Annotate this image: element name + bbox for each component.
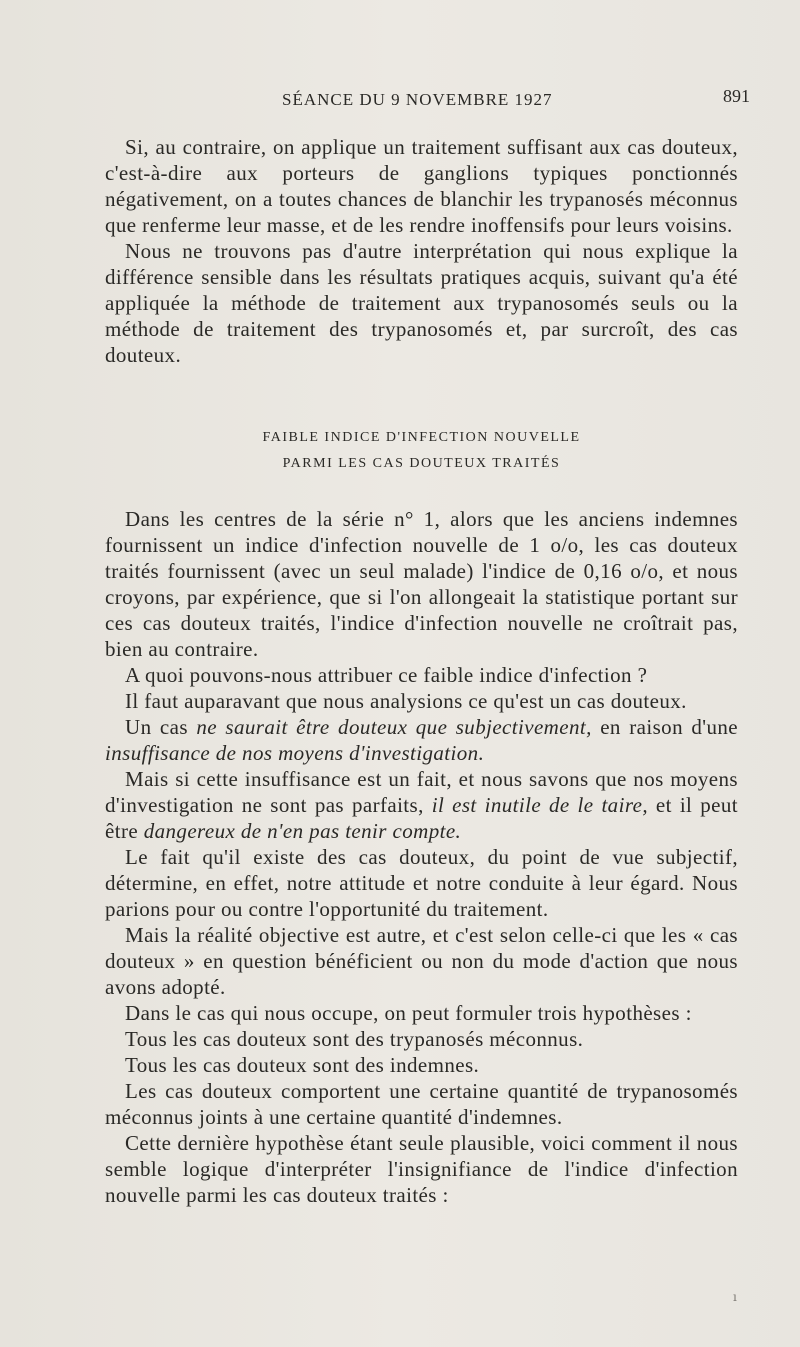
- section-heading-line-1: FAIBLE INDICE D'INFECTION NOUVELLE: [262, 430, 581, 445]
- paragraph: A quoi pouvons-nous attribuer ce faible indice d'infection ?: [125, 663, 648, 687]
- paragraph: Tous les cas douteux sont des indemnes.: [125, 1053, 480, 1077]
- text-run: Un cas: [125, 715, 197, 739]
- paragraph: Nous ne trouvons pas d'autre interprétation qui nous explique la différence sensible dans les résultats pratiques acquis, suivant qu'a été appliquée la méthode de traitement aux trypanosomés seuls ou la méthode de traitement des trypanosomés et, par surcroît, des cas douteux.: [105, 239, 738, 367]
- header-title: SÉANCE DU 9 NOVEMBRE 1927: [282, 90, 553, 109]
- italic-run: il est inutile de le taire,: [431, 793, 648, 817]
- paragraph: Il faut auparavant que nous analysions ce qu'est un cas douteux.: [125, 689, 687, 713]
- text-run: Mais si cette insuffisance est un fait, et nous savons que nos moyens d'investigation ne sont pas parfaits,: [105, 767, 738, 817]
- paragraph: Les cas douteux comportent une certaine quantité de trypanosomés méconnus joints à une certaine quantité d'indemnes.: [105, 1079, 738, 1129]
- text-run: en raison d'une: [591, 715, 739, 739]
- paragraph: Dans les centres de la série n° 1, alors que les anciens indemnes fournissent un indice d'infection nouvelle de 1 o/o, les cas douteux traités fournissent (avec un seul malade) l'indice de 0,16 o/o, et nous croyons, par expérience, que si l'on allongeait la statistique portant sur ces cas douteux traités, l'indice d'infection nouvelle ne croîtrait pas, bien au contraire.: [105, 507, 738, 661]
- text-block-main: [105, 506, 738, 1208]
- italic-run: ne saurait être douteux que subjectivement,: [196, 715, 592, 739]
- text-run: et il peut être: [105, 793, 738, 843]
- paragraph: Dans le cas qui nous occupe, on peut formuler trois hypothèses :: [125, 1001, 692, 1025]
- paragraph: Le fait qu'il existe des cas douteux, du point de vue subjectif, détermine, en effet, notre attitude et notre conduite à leur égard. Nous parions pour ou contre l'opportunité du traitement.: [105, 845, 738, 921]
- paragraph: Mais la réalité objective est autre, et c'est selon celle-ci que les « cas douteux » en question bénéficient ou non du mode d'action que nous avons adopté.: [105, 923, 738, 999]
- paragraph: Si, au contraire, on applique un traitement suffisant aux cas douteux, c'est-à-dire aux porteurs de ganglions typiques ponctionnés négativement, on a toutes chances de blanchir les trypanosés méconnus que renferme leur masse, et de les rendre inoffensifs pour leurs voisins.: [105, 135, 738, 237]
- page-number: 891: [723, 86, 750, 106]
- paragraph: [105, 714, 738, 766]
- section-heading-line-2: PARMI LES CAS DOUTEUX TRAITÉS: [282, 456, 561, 471]
- running-header: [100, 86, 750, 116]
- paragraph: [105, 766, 738, 844]
- paragraph: Cette dernière hypothèse étant seule plausible, voici comment il nous semble logique d'interpréter l'insignifiance de l'indice d'infection nouvelle parmi les cas douteux traités :: [105, 1131, 738, 1207]
- paper-speck: ı: [733, 1290, 737, 1304]
- paragraph: Tous les cas douteux sont des trypanosés méconnus.: [125, 1027, 584, 1051]
- italic-run: insuffisance de nos moyens d'investigation.: [105, 741, 485, 765]
- italic-run: dangereux de n'en pas tenir compte.: [143, 819, 462, 843]
- text-block-top: [105, 134, 738, 368]
